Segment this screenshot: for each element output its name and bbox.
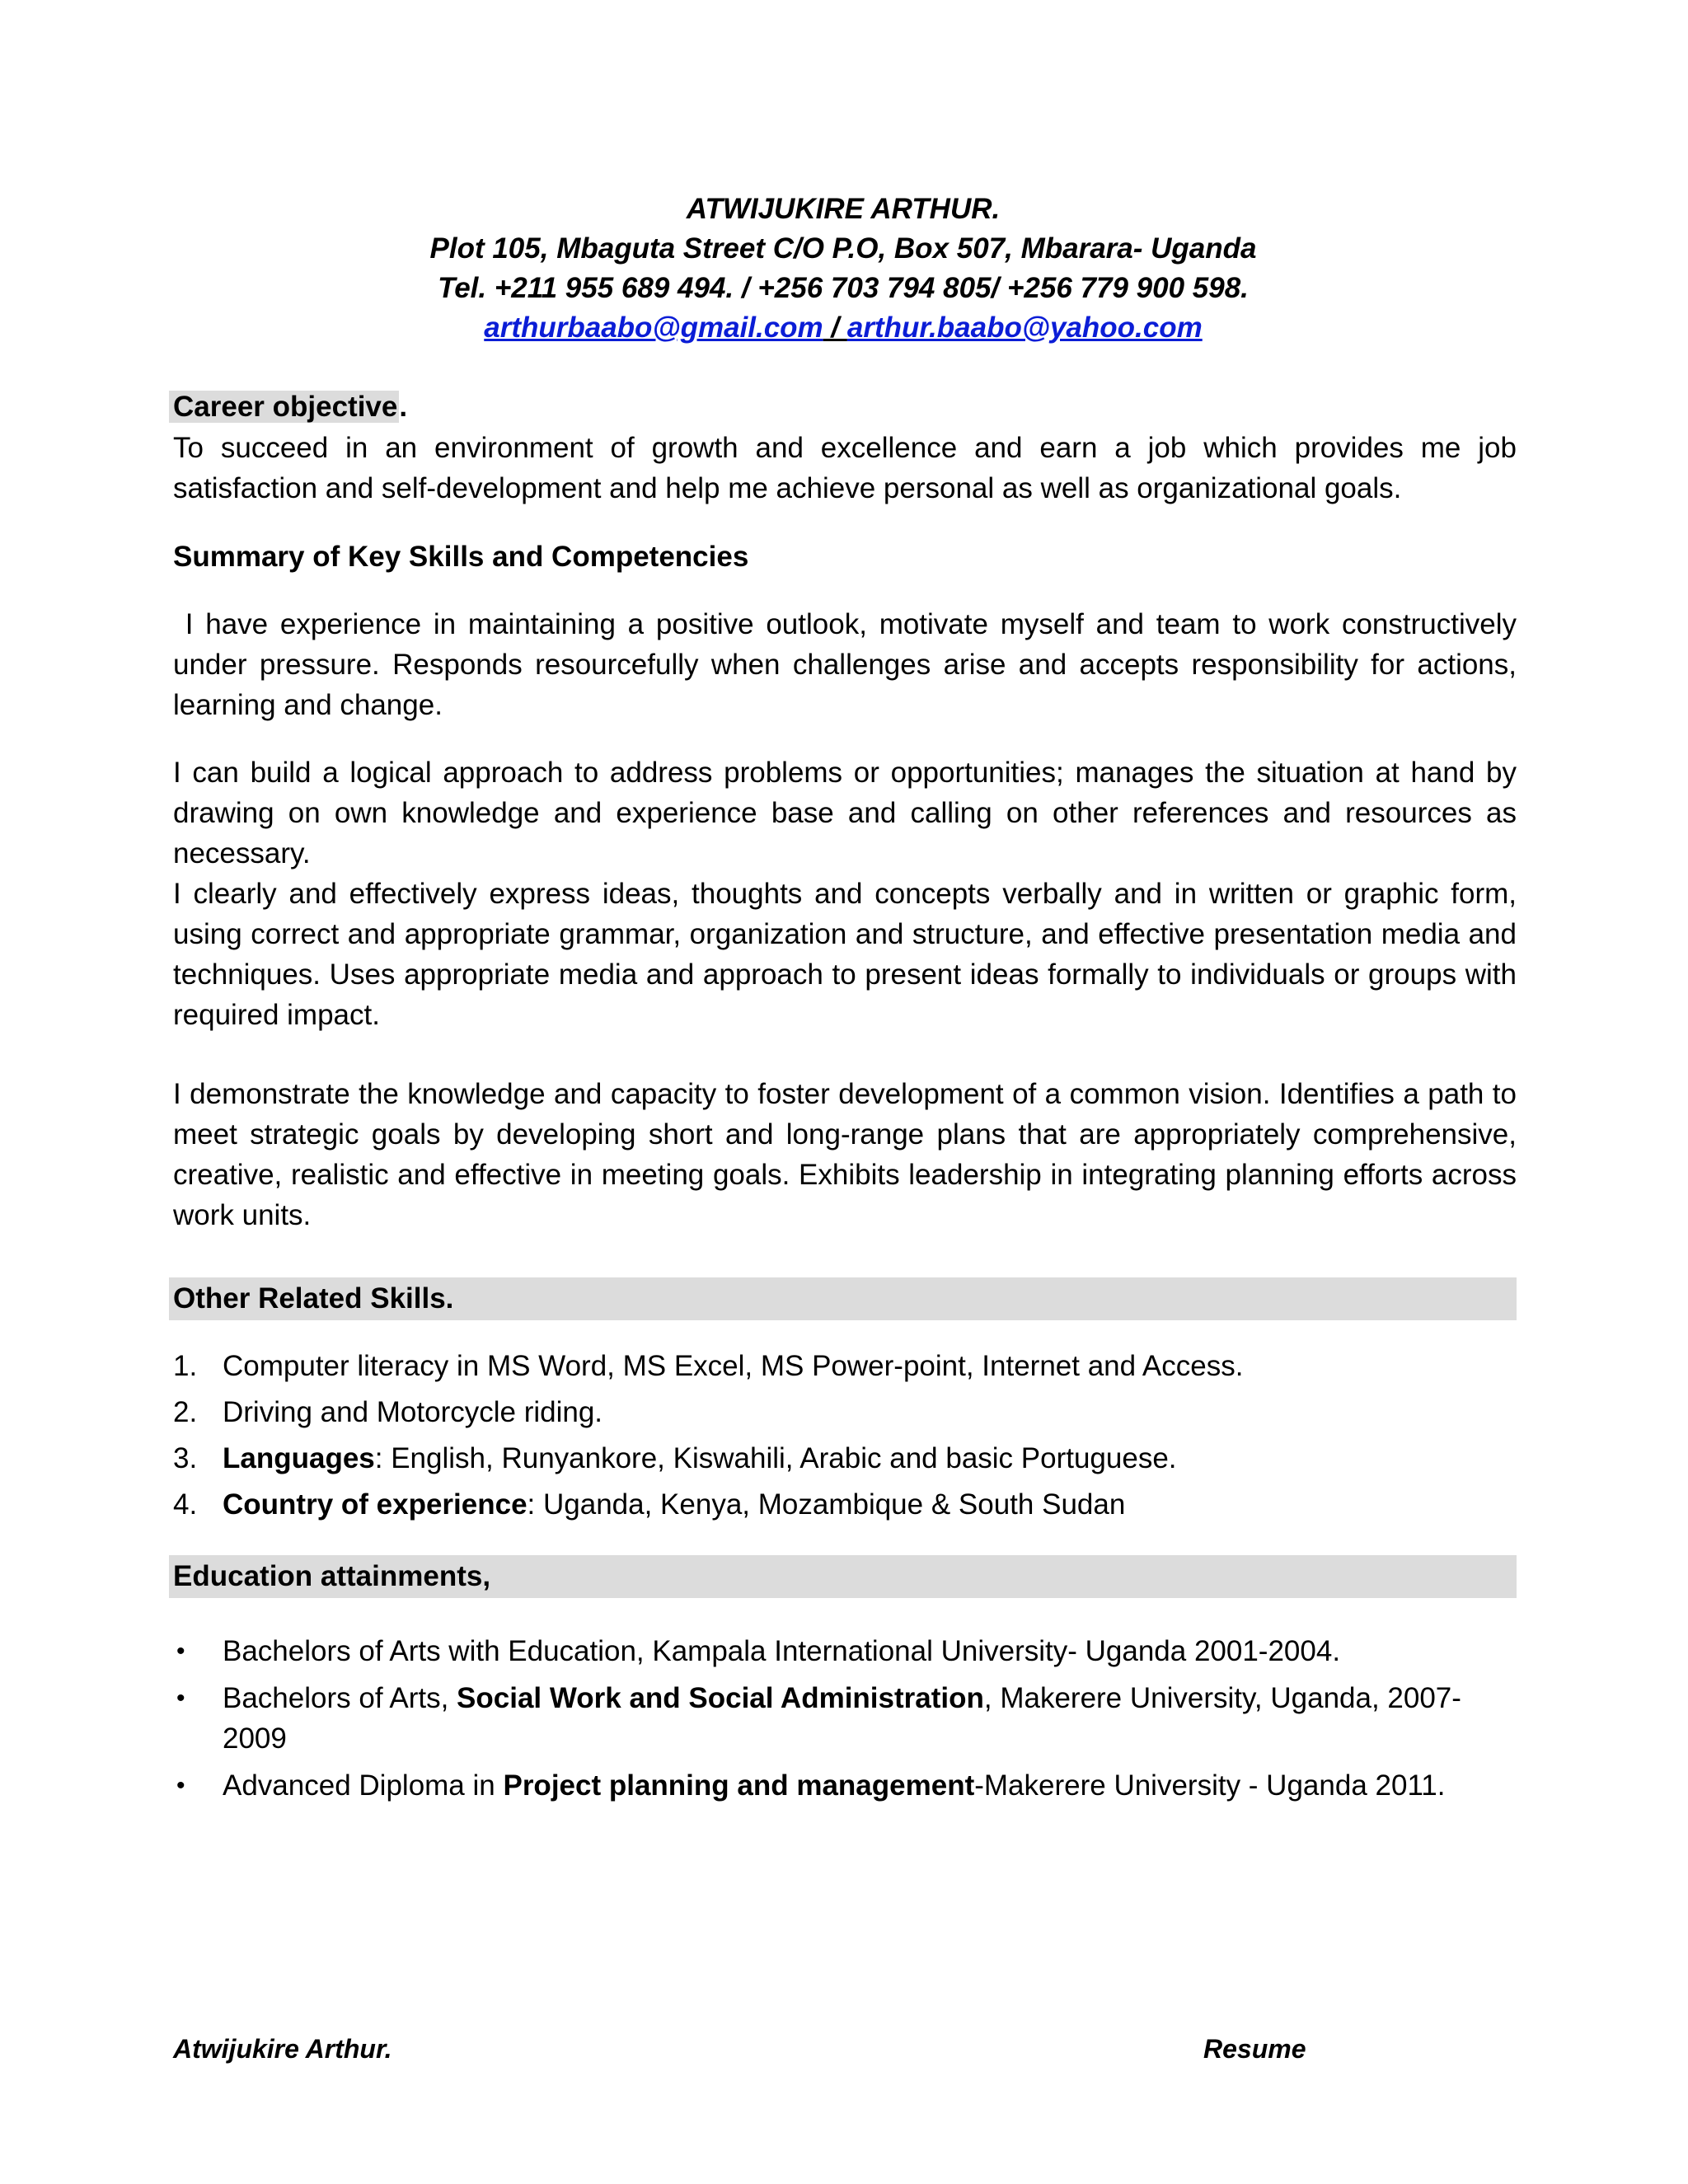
list-item-label: Languages xyxy=(223,1442,375,1474)
education-text-tail: -Makerere University - Uganda 2011. xyxy=(974,1769,1446,1802)
postal-address: Plot 105, Mbaguta Street C/O P.O, Box 507, Mbarara- Uganda xyxy=(429,232,1257,265)
list-number: 3. xyxy=(173,1442,198,1474)
education-text: Advanced Diploma in xyxy=(223,1769,504,1802)
skills-summary-heading: Summary of Key Skills and Competencies xyxy=(173,541,749,573)
skills-paragraph-4: I demonstrate the knowledge and capacity to foster development of a common vision. Identifies a path to meet strategic goals by developing short and long-range plans that are appropriately comprehensive, creative, realistic and effective in meeting goals. Exhibits leadership in integrating planning efforts across work units. xyxy=(173,1078,1517,1231)
list-item xyxy=(173,1631,1525,1671)
other-skills-list xyxy=(173,1346,1525,1530)
list-item xyxy=(173,1346,1525,1386)
list-number: 4. xyxy=(173,1488,198,1521)
email-separator: / xyxy=(823,312,847,344)
list-item-label: Country of experience xyxy=(223,1488,528,1521)
list-item-text: : English, Runyankore, Kiswahili, Arabic and basic Portuguese. xyxy=(374,1442,1177,1474)
other-skills-heading: Other Related Skills. xyxy=(169,1277,1517,1320)
footer-author: Atwijukire Arthur. xyxy=(173,2034,392,2064)
education-text-tail: , Makerere University, Uganda, 2007-2009 xyxy=(223,1682,1461,1755)
list-number: 1. xyxy=(173,1350,198,1382)
list-number: 2. xyxy=(173,1396,198,1428)
list-item-text: Computer literacy in MS Word, MS Excel, MS Power-point, Internet and Access. xyxy=(223,1350,1244,1382)
skills-paragraph-2: I can build a logical approach to address problems or opportunities; manages the situation at hand by drawing on own knowledge and experience base and calling on other references and resources as necessary. xyxy=(173,757,1517,869)
email-link-yahoo[interactable]: arthur.baabo@yahoo.com xyxy=(846,312,1203,344)
phone-numbers: Tel. +211 955 689 494. / +256 703 794 805/ +256 779 900 598. xyxy=(438,272,1249,304)
bullet-icon: • xyxy=(176,1772,185,1799)
list-item xyxy=(173,1484,1525,1525)
skills-paragraph-1: I have experience in maintaining a positive outlook, motivate myself and team to work constructively under pressure. Responds resourcefully when challenges arise and accepts responsibility for actions, learning and change. xyxy=(173,608,1525,721)
career-objective-heading-period: . xyxy=(399,391,408,423)
career-objective-heading xyxy=(173,387,407,427)
bullet-icon: • xyxy=(176,1685,185,1712)
email-line xyxy=(171,308,1515,348)
skills-paragraph-3: I clearly and effectively express ideas, thoughts and concepts verbally and in written or graphic form, using correct and appropriate grammar, organization and structure, and effective presentation media and techniques. Uses appropriate media and approach to present ideas formally to individuals or groups with required impact. xyxy=(173,878,1517,1031)
list-item-text: : Uganda, Kenya, Mozambique & South Sudan xyxy=(527,1488,1126,1521)
list-item xyxy=(173,1678,1525,1759)
candidate-name: ATWIJUKIRE ARTHUR. xyxy=(686,193,1001,225)
education-field: Project planning and management xyxy=(503,1769,975,1802)
education-text: Bachelors of Arts, xyxy=(223,1682,457,1714)
list-item xyxy=(173,1392,1525,1432)
education-text: Bachelors of Arts with Education, Kampala International University- Uganda 2001-2004. xyxy=(223,1635,1341,1667)
list-item xyxy=(173,1765,1525,1806)
education-list xyxy=(173,1631,1525,1812)
education-field: Social Work and Social Administration xyxy=(457,1682,984,1714)
career-objective-heading-highlight: Career objective xyxy=(169,391,399,423)
list-item xyxy=(173,1438,1525,1479)
footer-label: Resume xyxy=(1203,2034,1306,2064)
bullet-icon: • xyxy=(176,1638,185,1665)
education-heading: Education attainments, xyxy=(169,1555,1517,1598)
list-item-text: Driving and Motorcycle riding. xyxy=(223,1396,603,1428)
email-link-gmail[interactable]: arthurbaabo@gmail.com xyxy=(484,312,823,344)
career-objective-text: To succeed in an environment of growth and excellence and earn a job which provides me job satisfaction and self-development and help me achieve personal as well as organizational goals. xyxy=(173,432,1517,504)
